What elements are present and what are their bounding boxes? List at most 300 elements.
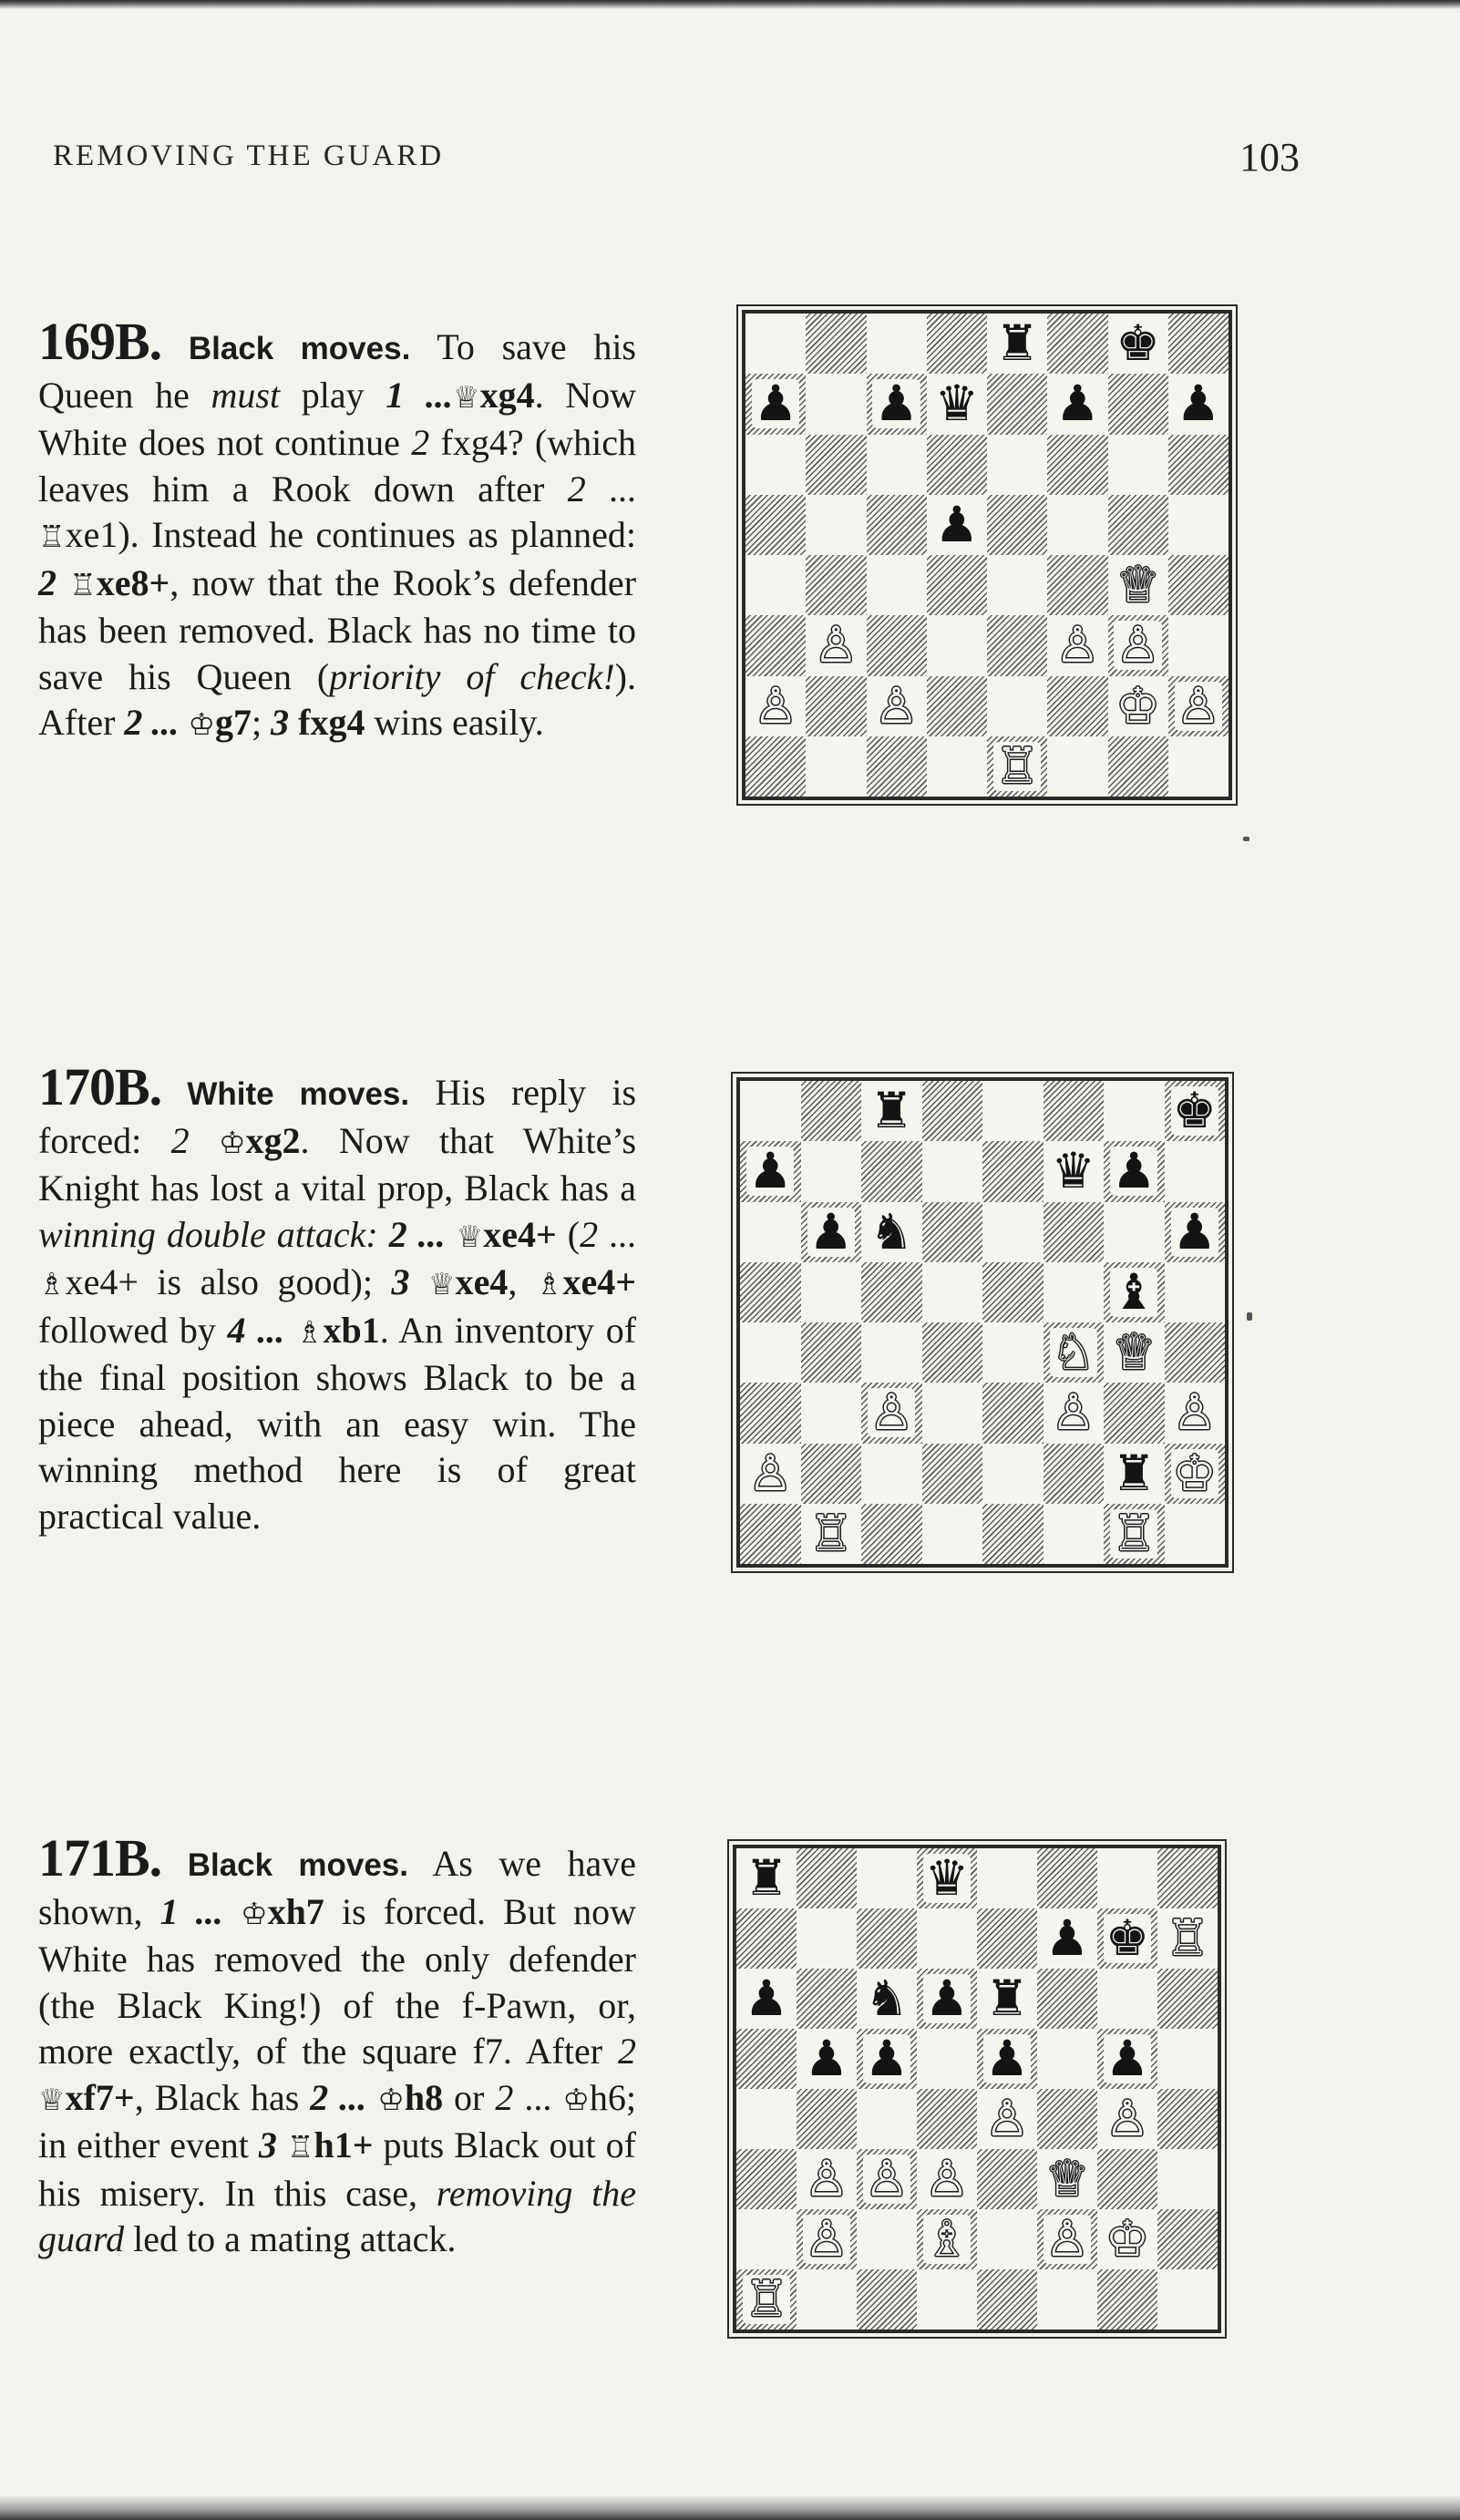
white-pawn-icon: ♙ bbox=[804, 2150, 849, 2207]
commentary-segment: is forced. But now White has removed the only defender (the Black King!) of the f-Pawn, or, more exactly, of the square f7. After bbox=[38, 1890, 636, 2072]
square-g2 bbox=[1108, 676, 1168, 736]
square-h5 bbox=[1157, 2029, 1218, 2089]
square-h4 bbox=[1157, 2089, 1218, 2149]
white-pawn-icon: ♙ bbox=[1055, 616, 1100, 674]
square-a3 bbox=[736, 2149, 797, 2209]
black-queen-icon: ♛ bbox=[924, 1849, 970, 1907]
square-g6 bbox=[1108, 435, 1168, 495]
black-pawn-icon: ♟ bbox=[748, 1142, 793, 1200]
square-h1 bbox=[1157, 2269, 1218, 2330]
chess-diagram-169 bbox=[742, 310, 1232, 800]
square-e3 bbox=[977, 2149, 1037, 2209]
square-d8 bbox=[927, 314, 987, 374]
commentary-segment: 3 bbox=[258, 2124, 277, 2165]
queen-figurine-icon: ♕ bbox=[452, 378, 480, 415]
commentary-segment: . Now White does not continue bbox=[38, 374, 637, 463]
square-g5 bbox=[1108, 495, 1168, 555]
square-h7 bbox=[1157, 1908, 1218, 1969]
white-rook-icon: ♖ bbox=[1165, 1909, 1210, 1967]
square-a3 bbox=[745, 615, 806, 675]
bishop-figurine-icon: ♗ bbox=[535, 1266, 563, 1301]
white-pawn-icon: ♙ bbox=[804, 2210, 849, 2268]
square-h4 bbox=[1165, 1322, 1226, 1383]
stray-mark bbox=[1247, 1312, 1252, 1321]
square-a6 bbox=[740, 1202, 801, 1262]
white-pawn-icon: ♙ bbox=[874, 676, 919, 735]
queen-figurine-icon: ♕ bbox=[428, 1266, 456, 1301]
commentary-segment: fxg4 bbox=[289, 702, 365, 743]
square-f3 bbox=[1037, 2149, 1097, 2209]
black-knight-icon: ♞ bbox=[864, 1970, 910, 2027]
square-h6 bbox=[1165, 1202, 1226, 1262]
square-b7 bbox=[801, 1141, 862, 1201]
square-d6 bbox=[922, 1202, 983, 1262]
square-f8 bbox=[1044, 1081, 1105, 1141]
square-e3 bbox=[987, 615, 1047, 675]
square-a1 bbox=[740, 1504, 801, 1564]
square-c5 bbox=[857, 2029, 917, 2089]
square-b2 bbox=[801, 1444, 862, 1504]
problem-number: 170B. bbox=[38, 1057, 162, 1116]
square-f2 bbox=[1044, 1444, 1105, 1504]
black-pawn-icon: ♟ bbox=[1176, 375, 1221, 433]
rook-figurine-icon: ♖ bbox=[286, 2129, 314, 2165]
square-f1 bbox=[1044, 1504, 1105, 1564]
square-b8 bbox=[801, 1081, 862, 1141]
square-h1 bbox=[1168, 736, 1229, 797]
commentary-segment: 2 bbox=[170, 1119, 190, 1161]
square-d5 bbox=[927, 495, 987, 555]
square-f2 bbox=[1037, 2209, 1097, 2269]
king-figurine-icon: ♔ bbox=[188, 706, 215, 742]
square-f3 bbox=[1047, 615, 1107, 675]
square-b3 bbox=[806, 615, 866, 675]
commentary-segment: g7 bbox=[215, 702, 252, 743]
queen-figurine-icon: ♕ bbox=[456, 1218, 484, 1254]
square-f2 bbox=[1047, 676, 1107, 736]
square-h3 bbox=[1168, 615, 1229, 675]
square-c1 bbox=[861, 1504, 922, 1564]
black-rook-icon: ♜ bbox=[1112, 1444, 1157, 1502]
king-figurine-icon: ♔ bbox=[218, 1124, 246, 1160]
commentary-segment: 2 ... bbox=[124, 702, 180, 743]
square-g6 bbox=[1104, 1202, 1165, 1262]
square-e5 bbox=[977, 2029, 1037, 2089]
square-b6 bbox=[797, 1969, 857, 2029]
square-g4 bbox=[1097, 2089, 1157, 2149]
square-d2 bbox=[927, 676, 987, 736]
square-f7 bbox=[1037, 1908, 1097, 1969]
problem-number: 169B. bbox=[38, 312, 162, 371]
square-d6 bbox=[917, 1969, 977, 2029]
white-queen-icon: ♕ bbox=[1044, 2150, 1090, 2207]
square-e6 bbox=[977, 1969, 1037, 2029]
commentary-segment bbox=[190, 1120, 219, 1161]
square-f6 bbox=[1037, 1969, 1097, 2029]
square-b8 bbox=[806, 314, 866, 374]
square-b4 bbox=[797, 2089, 857, 2149]
square-e3 bbox=[982, 1383, 1044, 1443]
square-h4 bbox=[1168, 555, 1229, 615]
commentary-segment: xe8+ bbox=[96, 561, 170, 603]
commentary-segment: 2 ... bbox=[310, 2076, 367, 2118]
commentary-segment bbox=[366, 2077, 377, 2118]
square-d5 bbox=[922, 1262, 983, 1322]
commentary-segment: ... bbox=[585, 468, 637, 509]
square-d5 bbox=[917, 2029, 977, 2089]
queen-figurine-icon: ♕ bbox=[38, 2081, 66, 2117]
commentary-segment: ( bbox=[556, 1213, 581, 1255]
square-d2 bbox=[917, 2209, 977, 2269]
black-queen-icon: ♛ bbox=[1051, 1142, 1095, 1200]
problem-commentary bbox=[38, 1072, 636, 1537]
square-b5 bbox=[806, 495, 866, 555]
square-g1 bbox=[1108, 736, 1168, 797]
commentary-segment bbox=[223, 1891, 241, 1932]
square-c5 bbox=[867, 495, 927, 555]
square-d4 bbox=[922, 1322, 983, 1383]
square-f3 bbox=[1044, 1383, 1105, 1443]
commentary-segment: must bbox=[211, 374, 281, 416]
square-c5 bbox=[861, 1262, 922, 1322]
square-h6 bbox=[1168, 435, 1229, 495]
square-e1 bbox=[982, 1504, 1044, 1564]
square-d7 bbox=[922, 1141, 983, 1201]
square-h5 bbox=[1165, 1262, 1226, 1322]
square-b3 bbox=[801, 1383, 862, 1443]
square-e8 bbox=[987, 314, 1047, 374]
square-e2 bbox=[982, 1444, 1044, 1504]
square-a8 bbox=[740, 1081, 801, 1141]
square-g4 bbox=[1108, 555, 1168, 615]
square-d1 bbox=[922, 1504, 983, 1564]
commentary-segment: ; bbox=[252, 702, 272, 743]
square-a5 bbox=[745, 495, 806, 555]
commentary-segment: ... bbox=[513, 2076, 563, 2118]
square-b6 bbox=[801, 1202, 862, 1262]
white-rook-icon: ♖ bbox=[808, 1504, 853, 1562]
commentary-segment: His reply is forced: bbox=[38, 1072, 637, 1161]
square-b7 bbox=[806, 374, 866, 434]
page-top-edge bbox=[0, 0, 1460, 9]
square-b4 bbox=[801, 1322, 862, 1383]
square-f4 bbox=[1037, 2089, 1097, 2149]
square-g7 bbox=[1097, 1908, 1157, 1969]
commentary-segment bbox=[284, 1310, 296, 1351]
square-f7 bbox=[1047, 374, 1107, 434]
commentary-segment: xg2 bbox=[245, 1119, 301, 1161]
commentary-segment: 2 bbox=[495, 2076, 514, 2118]
square-d7 bbox=[917, 1908, 977, 1969]
square-h7 bbox=[1165, 1141, 1226, 1201]
commentary-segment: 2 bbox=[580, 1213, 599, 1255]
square-g2 bbox=[1104, 1444, 1165, 1504]
square-f7 bbox=[1044, 1141, 1105, 1201]
page-bottom-edge bbox=[0, 2495, 1460, 2520]
square-e6 bbox=[982, 1202, 1044, 1262]
king-figurine-icon: ♔ bbox=[240, 1895, 268, 1931]
commentary-segment: fxg4? (which leaves him a Rook down after bbox=[38, 422, 636, 509]
commentary-segment: xg4 bbox=[479, 374, 535, 416]
problem-commentary bbox=[38, 326, 636, 743]
commentary-segment: puts Black out of his misery. In this case, bbox=[38, 2124, 636, 2214]
square-d3 bbox=[917, 2149, 977, 2209]
square-d8 bbox=[917, 1848, 977, 1908]
square-e7 bbox=[982, 1141, 1044, 1201]
square-f8 bbox=[1047, 314, 1107, 374]
black-pawn-icon: ♟ bbox=[934, 495, 980, 553]
square-e4 bbox=[977, 2089, 1037, 2149]
commentary-segment: xe4+ bbox=[483, 1213, 557, 1255]
square-c7 bbox=[867, 374, 927, 434]
stray-mark bbox=[1243, 837, 1249, 841]
square-c4 bbox=[867, 555, 927, 615]
black-pawn-icon: ♟ bbox=[1112, 1142, 1157, 1200]
black-rook-icon: ♜ bbox=[984, 1970, 1030, 2027]
square-e7 bbox=[987, 374, 1047, 434]
square-c8 bbox=[867, 314, 927, 374]
black-pawn-icon: ♟ bbox=[808, 1202, 853, 1260]
square-f4 bbox=[1044, 1322, 1105, 1383]
black-knight-icon: ♞ bbox=[869, 1202, 914, 1260]
square-c8 bbox=[857, 1848, 917, 1908]
square-g5 bbox=[1097, 2029, 1157, 2089]
white-pawn-icon: ♙ bbox=[869, 1383, 914, 1442]
square-h8 bbox=[1168, 314, 1229, 374]
square-a7 bbox=[736, 1908, 797, 1969]
commentary-segment: 2 ... bbox=[388, 1213, 446, 1255]
square-c7 bbox=[857, 1908, 917, 1969]
square-c2 bbox=[867, 676, 927, 736]
commentary-segment: winning double attack: bbox=[38, 1213, 378, 1255]
square-f8 bbox=[1037, 1848, 1097, 1908]
square-c7 bbox=[861, 1141, 922, 1201]
running-head: REMOVING THE GUARD bbox=[53, 139, 445, 172]
square-c6 bbox=[867, 435, 927, 495]
square-c6 bbox=[857, 1969, 917, 2029]
square-a3 bbox=[740, 1383, 801, 1443]
black-queen-icon: ♛ bbox=[934, 375, 980, 433]
chess-diagram-170 bbox=[736, 1077, 1229, 1568]
black-king-icon: ♚ bbox=[1172, 1082, 1217, 1140]
commentary-segment: , bbox=[508, 1261, 536, 1302]
square-g6 bbox=[1097, 1969, 1157, 2029]
king-figurine-icon: ♔ bbox=[377, 2081, 405, 2117]
white-pawn-icon: ♙ bbox=[1116, 616, 1160, 674]
square-d3 bbox=[927, 615, 987, 675]
commentary-segment: or bbox=[443, 2076, 496, 2118]
commentary-segment: , Black has bbox=[134, 2076, 311, 2118]
square-h3 bbox=[1165, 1383, 1226, 1443]
commentary-segment: 3 bbox=[271, 702, 290, 743]
square-e1 bbox=[987, 736, 1047, 797]
square-e2 bbox=[977, 2209, 1037, 2269]
square-b2 bbox=[797, 2209, 857, 2269]
square-b2 bbox=[806, 676, 866, 736]
square-b1 bbox=[806, 736, 866, 797]
side-to-move: Black moves. bbox=[187, 1847, 408, 1883]
black-pawn-icon: ♟ bbox=[1044, 1909, 1090, 1967]
square-g8 bbox=[1108, 314, 1168, 374]
commentary-segment: xe4+ is also good); bbox=[65, 1261, 392, 1302]
square-e4 bbox=[987, 555, 1047, 615]
square-a4 bbox=[740, 1322, 801, 1383]
commentary-segment: xf7+ bbox=[65, 2076, 135, 2118]
square-h6 bbox=[1157, 1969, 1218, 2029]
square-h2 bbox=[1168, 676, 1229, 736]
commentary-segment: To save his Queen he bbox=[38, 326, 636, 416]
square-b1 bbox=[797, 2269, 857, 2330]
commentary-segment: 2 bbox=[618, 2031, 636, 2072]
square-d8 bbox=[922, 1081, 983, 1141]
square-h2 bbox=[1157, 2209, 1218, 2269]
king-figurine-icon: ♔ bbox=[562, 2081, 590, 2117]
square-a8 bbox=[745, 314, 806, 374]
square-a5 bbox=[740, 1262, 801, 1322]
square-g7 bbox=[1104, 1141, 1165, 1201]
problem-number: 171B. bbox=[38, 1828, 162, 1887]
side-to-move: Black moves. bbox=[188, 331, 411, 366]
white-king-icon: ♔ bbox=[1172, 1444, 1217, 1502]
square-d4 bbox=[927, 555, 987, 615]
commentary-segment: h1+ bbox=[314, 2124, 374, 2165]
square-f6 bbox=[1047, 435, 1107, 495]
square-a2 bbox=[740, 1444, 801, 1504]
commentary-segment: removing the guard bbox=[38, 2172, 636, 2259]
square-e6 bbox=[987, 435, 1047, 495]
black-pawn-icon: ♟ bbox=[1055, 375, 1100, 433]
square-d7 bbox=[927, 374, 987, 434]
square-a8 bbox=[736, 1848, 797, 1908]
white-pawn-icon: ♙ bbox=[753, 676, 798, 735]
square-b1 bbox=[801, 1504, 862, 1564]
square-d6 bbox=[927, 435, 987, 495]
square-h5 bbox=[1168, 495, 1229, 555]
square-b6 bbox=[806, 435, 866, 495]
commentary-segment: xh7 bbox=[267, 1890, 324, 1932]
white-pawn-icon: ♙ bbox=[748, 1444, 793, 1502]
square-d1 bbox=[927, 736, 987, 797]
commentary-segment: h6; in either event bbox=[38, 2076, 637, 2165]
black-pawn-icon: ♟ bbox=[874, 375, 919, 433]
square-c2 bbox=[857, 2209, 917, 2269]
square-c3 bbox=[861, 1383, 922, 1443]
white-pawn-icon: ♙ bbox=[924, 2150, 970, 2207]
square-c3 bbox=[857, 2149, 917, 2209]
commentary-segment bbox=[179, 702, 188, 743]
commentary-segment: priority of check! bbox=[329, 655, 615, 697]
commentary-segment: ). After bbox=[38, 655, 636, 743]
commentary-segment: xb1 bbox=[323, 1309, 380, 1351]
square-e5 bbox=[982, 1262, 1044, 1322]
commentary-segment: , now that the Rook’s defender has been removed. Black has no time to save his Queen ( bbox=[38, 561, 637, 697]
bishop-figurine-icon: ♗ bbox=[295, 1313, 324, 1350]
black-rook-icon: ♜ bbox=[869, 1082, 914, 1140]
square-a1 bbox=[745, 736, 806, 797]
square-f1 bbox=[1047, 736, 1107, 797]
side-to-move: White moves. bbox=[187, 1076, 410, 1112]
commentary-segment: followed by bbox=[38, 1309, 228, 1351]
square-a6 bbox=[736, 1969, 797, 2029]
square-a1 bbox=[736, 2269, 797, 2330]
black-king-icon: ♚ bbox=[1116, 314, 1160, 373]
commentary-segment: play bbox=[280, 374, 386, 416]
black-pawn-icon: ♟ bbox=[1105, 2030, 1150, 2087]
square-f5 bbox=[1044, 1262, 1105, 1322]
rook-figurine-icon: ♖ bbox=[38, 519, 66, 554]
square-a4 bbox=[736, 2089, 797, 2149]
square-e8 bbox=[982, 1081, 1044, 1141]
white-pawn-icon: ♙ bbox=[1172, 1383, 1217, 1442]
black-rook-icon: ♜ bbox=[994, 314, 1040, 373]
square-g7 bbox=[1108, 374, 1168, 434]
white-rook-icon: ♖ bbox=[1112, 1504, 1157, 1562]
commentary-segment: xe4+ bbox=[562, 1261, 637, 1302]
square-h3 bbox=[1157, 2149, 1218, 2209]
square-e7 bbox=[977, 1908, 1037, 1969]
square-b8 bbox=[797, 1848, 857, 1908]
square-g2 bbox=[1097, 2209, 1157, 2269]
square-c1 bbox=[857, 2269, 917, 2330]
white-knight-icon: ♘ bbox=[1051, 1323, 1095, 1382]
commentary-segment: . An inventory of the final position shows Black to be a piece ahead, with an easy win. The winning method here is of great practical value. bbox=[38, 1309, 637, 1537]
square-e1 bbox=[977, 2269, 1037, 2330]
chess-diagram-171 bbox=[733, 1845, 1221, 2333]
white-pawn-icon: ♙ bbox=[864, 2150, 910, 2207]
commentary-segment: led to a mating attack. bbox=[124, 2218, 457, 2259]
white-pawn-icon: ♙ bbox=[984, 2090, 1030, 2147]
commentary-segment: 1 ... bbox=[386, 374, 453, 416]
white-rook-icon: ♖ bbox=[994, 736, 1040, 795]
black-pawn-icon: ♟ bbox=[753, 375, 798, 433]
square-g3 bbox=[1108, 615, 1168, 675]
white-queen-icon: ♕ bbox=[1116, 556, 1160, 614]
square-b3 bbox=[797, 2149, 857, 2209]
square-f5 bbox=[1047, 495, 1107, 555]
problem-170-text bbox=[38, 1057, 637, 1539]
commentary-segment: ... bbox=[598, 1213, 637, 1255]
square-g8 bbox=[1104, 1081, 1165, 1141]
square-h1 bbox=[1165, 1504, 1226, 1564]
square-h8 bbox=[1165, 1081, 1226, 1141]
commentary-segment: 4 ... bbox=[227, 1309, 285, 1351]
commentary-segment: 3 bbox=[391, 1261, 410, 1302]
rook-figurine-icon: ♖ bbox=[69, 566, 97, 602]
white-bishop-icon: ♗ bbox=[924, 2210, 970, 2268]
square-f6 bbox=[1044, 1202, 1105, 1262]
white-pawn-icon: ♙ bbox=[1176, 676, 1221, 735]
square-d2 bbox=[922, 1444, 983, 1504]
white-queen-icon: ♕ bbox=[1112, 1323, 1157, 1382]
black-pawn-icon: ♟ bbox=[864, 2030, 910, 2087]
square-a2 bbox=[736, 2209, 797, 2269]
commentary-segment bbox=[277, 2124, 287, 2165]
square-g1 bbox=[1097, 2269, 1157, 2330]
black-pawn-icon: ♟ bbox=[744, 1970, 789, 2027]
black-pawn-icon: ♟ bbox=[1172, 1202, 1217, 1260]
page-number: 103 bbox=[1239, 135, 1300, 180]
square-b5 bbox=[797, 2029, 857, 2089]
commentary-segment: 2 bbox=[38, 561, 57, 603]
square-a6 bbox=[745, 435, 806, 495]
black-pawn-icon: ♟ bbox=[924, 1970, 970, 2027]
black-pawn-icon: ♟ bbox=[804, 2030, 849, 2087]
square-a7 bbox=[745, 374, 806, 434]
white-pawn-icon: ♙ bbox=[1044, 2210, 1090, 2268]
commentary-segment: 2 bbox=[411, 422, 430, 463]
problem-169-text bbox=[38, 312, 637, 748]
square-e5 bbox=[987, 495, 1047, 555]
